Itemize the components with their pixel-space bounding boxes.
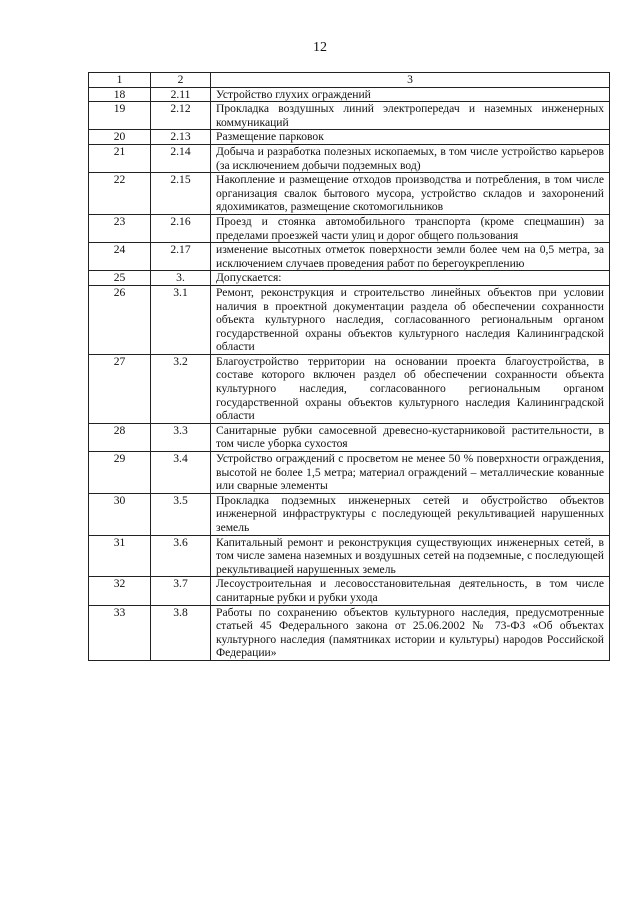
row-text: Лесоустроительная и лесовосстановительная деятельность, в том числе санитарные рубки и рубки ухода bbox=[211, 577, 610, 605]
row-code: 3.4 bbox=[151, 452, 211, 494]
row-number: 32 bbox=[89, 577, 151, 605]
row-text: Прокладка воздушных линий электропередач и наземных инженерных коммуникаций bbox=[211, 102, 610, 130]
row-text: Устройство ограждений с просветом не менее 50 % поверхности ограждения, высотой не более 1,5 метра; материал ограждений – металлические кованные или сварные элементы bbox=[211, 452, 610, 494]
table-row bbox=[89, 130, 610, 145]
row-code: 2.12 bbox=[151, 102, 211, 130]
row-number: 22 bbox=[89, 173, 151, 215]
header-col-1: 1 bbox=[89, 73, 151, 88]
table-body bbox=[89, 73, 610, 661]
table-row bbox=[89, 452, 610, 494]
row-number: 24 bbox=[89, 243, 151, 271]
row-number: 31 bbox=[89, 535, 151, 577]
row-text: Накопление и размещение отходов производства и потребления, в том числе организация свалок бытового мусора, устройство складов и захоронений ядохимикатов, размещение скотомогильников bbox=[211, 173, 610, 215]
table-row bbox=[89, 354, 610, 423]
row-code: 2.16 bbox=[151, 214, 211, 242]
table-row bbox=[89, 173, 610, 215]
row-code: 3.6 bbox=[151, 535, 211, 577]
table-row bbox=[89, 493, 610, 535]
row-text: изменение высотных отметок поверхности земли более чем на 0,5 метра, за исключением случаев проведения работ по берегоукреплению bbox=[211, 243, 610, 271]
table-row bbox=[89, 87, 610, 102]
row-text: Размещение парковок bbox=[211, 130, 610, 145]
header-col-2: 2 bbox=[151, 73, 211, 88]
row-text: Благоустройство территории на основании проекта благоустройства, в составе которого включен раздел об обеспечении сохранности объекта культурного наследия, согласованного региональным органом государственной охраны объектов культурного наследия Калининградской области bbox=[211, 354, 610, 423]
table-row bbox=[89, 285, 610, 354]
page-number: 12 bbox=[313, 40, 327, 55]
row-code: 2.11 bbox=[151, 87, 211, 102]
table-row bbox=[89, 577, 610, 605]
row-number: 26 bbox=[89, 285, 151, 354]
table-row bbox=[89, 535, 610, 577]
row-number: 28 bbox=[89, 423, 151, 451]
row-text: Работы по сохранению объектов культурного наследия, предусмотренные статьей 45 Федерального закона от 25.06.2002 № 73-ФЗ «Об объектах культурного наследия (памятниках истории и культуры) народов Российской Федерации» bbox=[211, 605, 610, 660]
row-code: 3.5 bbox=[151, 493, 211, 535]
row-text: Санитарные рубки самосевной древесно-кустарниковой растительности, в том числе уборка сухостоя bbox=[211, 423, 610, 451]
row-code: 2.15 bbox=[151, 173, 211, 215]
row-code: 3.7 bbox=[151, 577, 211, 605]
table-row bbox=[89, 144, 610, 172]
row-code: 3.1 bbox=[151, 285, 211, 354]
row-text: Устройство глухих ограждений bbox=[211, 87, 610, 102]
table-row bbox=[89, 271, 610, 286]
header-col-3: 3 bbox=[211, 73, 610, 88]
row-text: Добыча и разработка полезных ископаемых, в том числе устройство карьеров (за исключением добычи подземных вод) bbox=[211, 144, 610, 172]
row-text: Проезд и стоянка автомобильного транспорта (кроме спецмашин) за пределами проезжей части улиц и дорог общего пользования bbox=[211, 214, 610, 242]
row-code: 2.13 bbox=[151, 130, 211, 145]
regulations-table bbox=[88, 72, 610, 661]
table-row bbox=[89, 243, 610, 271]
table-row bbox=[89, 605, 610, 660]
row-number: 19 bbox=[89, 102, 151, 130]
row-number: 23 bbox=[89, 214, 151, 242]
table-header-row bbox=[89, 73, 610, 88]
row-text: Допускается: bbox=[211, 271, 610, 286]
table-row bbox=[89, 214, 610, 242]
row-code: 2.17 bbox=[151, 243, 211, 271]
table-row bbox=[89, 423, 610, 451]
row-number: 18 bbox=[89, 87, 151, 102]
row-code: 2.14 bbox=[151, 144, 211, 172]
row-code: 3.8 bbox=[151, 605, 211, 660]
row-number: 27 bbox=[89, 354, 151, 423]
row-text: Прокладка подземных инженерных сетей и обустройство объектов инженерной инфраструктуры с последующей рекультивацией нарушенных земель bbox=[211, 493, 610, 535]
row-code: 3. bbox=[151, 271, 211, 286]
row-number: 33 bbox=[89, 605, 151, 660]
row-code: 3.3 bbox=[151, 423, 211, 451]
row-number: 25 bbox=[89, 271, 151, 286]
row-number: 29 bbox=[89, 452, 151, 494]
row-code: 3.2 bbox=[151, 354, 211, 423]
row-text: Капитальный ремонт и реконструкция существующих инженерных сетей, в том числе замена наземных и воздушных сетей на подземные, с последующей рекультивацией нарушенных земель bbox=[211, 535, 610, 577]
row-number: 30 bbox=[89, 493, 151, 535]
table-row bbox=[89, 102, 610, 130]
row-text: Ремонт, реконструкция и строительство линейных объектов при условии наличия в проектной документации раздела об обеспечении сохранности объекта культурного наследия, согласованного региональным органом государственной охраны объектов культурного наследия Калининградской области bbox=[211, 285, 610, 354]
row-number: 20 bbox=[89, 130, 151, 145]
row-number: 21 bbox=[89, 144, 151, 172]
